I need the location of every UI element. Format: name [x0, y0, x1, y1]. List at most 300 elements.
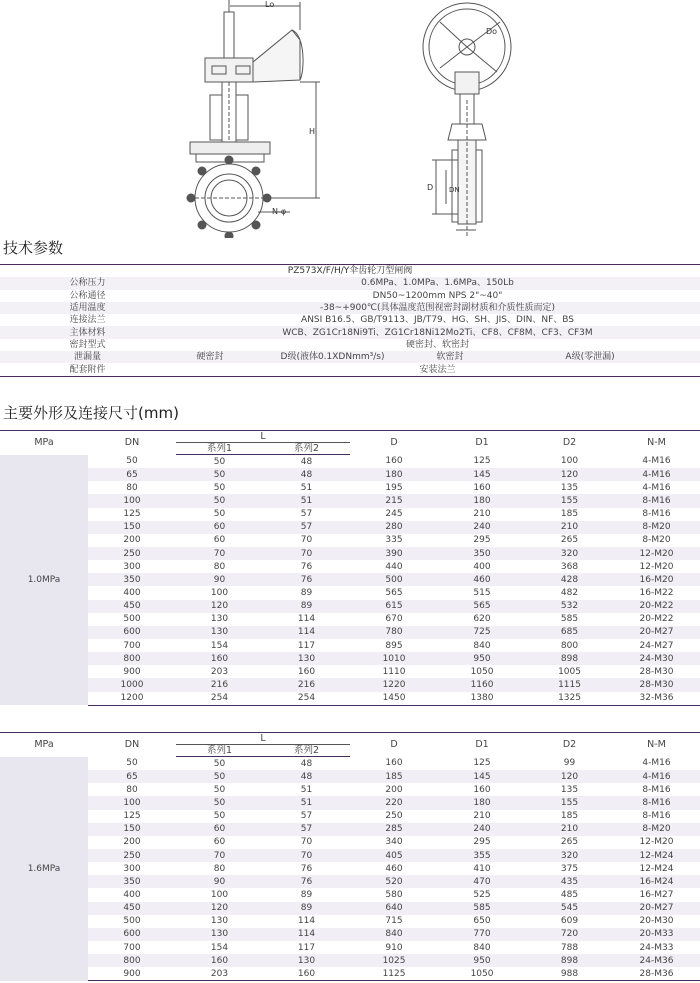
table-cell: 435	[526, 875, 613, 888]
label-n-phi: N-φ	[272, 207, 287, 216]
table-cell: 89	[263, 902, 350, 915]
table-row	[0, 849, 700, 862]
spec-value: ANSI B16.5、GB/T9113、JB/T79、HG、SH、JIS、DIN、NF、BS	[301, 315, 574, 326]
header-d1: D1	[438, 431, 526, 455]
table-cell: 525	[473, 889, 491, 900]
table-cell: 788	[560, 942, 579, 953]
header-series2: 系列2	[263, 443, 350, 455]
table-cell: 100	[88, 494, 176, 507]
table-cell: 988	[526, 967, 613, 981]
table-cell: 125	[123, 509, 141, 520]
table-row	[0, 770, 700, 783]
table-row	[0, 626, 700, 639]
table-cell: 50	[213, 456, 226, 467]
table-row	[0, 967, 700, 981]
table-cell: 8-M20	[642, 535, 671, 546]
table-cell: 1110	[382, 666, 406, 677]
table-cell: 485	[560, 889, 579, 900]
spec-table	[0, 264, 700, 377]
table-cell: 80	[126, 482, 138, 493]
header-dn: DN	[88, 733, 176, 757]
table-cell: 460	[438, 573, 526, 586]
table-cell: 48	[263, 468, 350, 481]
header-mpa: MPa	[0, 733, 88, 757]
table-row	[0, 915, 700, 928]
table-cell: 895	[385, 640, 403, 651]
table-row	[0, 796, 700, 809]
leak-soft-value: A级(零泄漏)	[480, 351, 700, 363]
table-cell: 12-M20	[639, 561, 674, 572]
table-cell: 57	[300, 509, 313, 520]
table-row	[0, 560, 700, 573]
table-cell: 1325	[526, 692, 613, 706]
label-d: D	[427, 183, 434, 192]
table-cell: 220	[350, 796, 438, 809]
table-cell: 898	[526, 652, 613, 665]
table-cell: 70	[263, 849, 350, 862]
table-cell: 216	[176, 678, 263, 691]
table-cell: 1025	[350, 954, 438, 967]
table-cell: 482	[560, 587, 579, 598]
table-cell: 800	[88, 954, 176, 967]
table-cell: 89	[263, 600, 350, 613]
spec-row	[0, 290, 700, 302]
table-cell: 51	[300, 482, 313, 493]
table-row	[0, 586, 700, 599]
table-cell: 150	[88, 823, 176, 836]
table-cell: 90	[176, 573, 263, 586]
table-cell: 120	[526, 468, 613, 481]
table-cell: 50	[176, 770, 263, 783]
table-cell: 154	[210, 942, 229, 953]
table-cell: 120	[526, 770, 613, 783]
table-cell: 532	[526, 600, 613, 613]
leak-hard-label: 硬密封	[175, 351, 245, 363]
table-cell: 70	[263, 547, 350, 560]
table-cell: 76	[263, 875, 350, 888]
label-lo: Lo	[265, 0, 275, 9]
table-cell: 470	[438, 875, 526, 888]
table-cell: 1450	[350, 692, 438, 706]
table-cell: 1115	[526, 678, 613, 691]
table-cell: 1125	[350, 967, 438, 981]
table-cell: 24-M30	[613, 652, 700, 665]
table-cell: 210	[526, 521, 613, 534]
table-cell: 117	[297, 942, 316, 953]
label-do: Do	[486, 27, 498, 36]
table-row	[0, 521, 700, 534]
table-row	[0, 757, 700, 771]
table-cell: 130	[263, 652, 350, 665]
header-row	[0, 733, 700, 745]
table-cell: 125	[473, 758, 491, 769]
table-cell: 368	[560, 561, 579, 572]
table-cell: 520	[350, 875, 438, 888]
table-row	[0, 836, 700, 849]
table-cell: 130	[210, 614, 229, 625]
table-cell: 898	[526, 954, 613, 967]
table-cell: 585	[560, 614, 579, 625]
table-row	[0, 941, 700, 954]
table-cell: 840	[473, 942, 491, 953]
table-cell: 50	[126, 456, 138, 467]
table-cell: 200	[123, 535, 141, 546]
table-cell: 145	[438, 468, 526, 481]
table-cell: 840	[350, 928, 438, 941]
table-cell: 51	[263, 494, 350, 507]
table-cell: 1200	[88, 692, 176, 706]
table-cell: 130	[176, 928, 263, 941]
table-row	[0, 862, 700, 875]
table-cell: 700	[123, 640, 141, 651]
table-row	[0, 902, 700, 915]
table-cell: 70	[176, 849, 263, 862]
table-cell: 400	[123, 587, 141, 598]
spec-row	[0, 302, 700, 314]
table-cell: 250	[88, 849, 176, 862]
table-cell: 565	[438, 600, 526, 613]
table-cell: 24-M36	[613, 954, 700, 967]
table-row	[0, 600, 700, 613]
spec-row	[0, 314, 700, 326]
table-cell: 670	[385, 614, 403, 625]
table-cell: 4-M16	[642, 758, 671, 769]
table-cell: 500	[123, 614, 141, 625]
table-cell: 685	[526, 626, 613, 639]
table-cell: 715	[385, 916, 403, 927]
header-mpa: MPa	[0, 431, 88, 455]
table-row	[0, 547, 700, 560]
spec-value: -38~+900℃(具体温度范围视密封副材质和介质性质而定)	[175, 302, 700, 314]
table-cell: 51	[263, 796, 350, 809]
table-cell: 770	[438, 928, 526, 941]
table-cell: 254	[263, 692, 350, 706]
table-cell: 585	[438, 902, 526, 915]
table-cell: 195	[385, 482, 403, 493]
header-nm: N-M	[613, 733, 700, 757]
spec-value: DN50~1200mm NPS 2"~40"	[372, 290, 503, 301]
table-row	[0, 652, 700, 665]
table-cell: 24-M27	[639, 640, 674, 651]
table-cell: 900	[123, 666, 141, 677]
table-cell: 70	[300, 837, 313, 848]
table-cell: 20-M30	[639, 916, 674, 927]
table-cell: 150	[88, 521, 176, 534]
spec-label: 密封型式	[69, 339, 106, 350]
table-cell: 130	[263, 954, 350, 967]
table-row	[0, 810, 700, 823]
table-cell: 180	[438, 796, 526, 809]
table-row	[0, 613, 700, 626]
table-cell: 16-M22	[639, 587, 674, 598]
table-cell: 50	[176, 494, 263, 507]
spec-value: 0.6MPa、1.0MPa、1.6MPa、150Lb	[175, 277, 700, 289]
table-cell: 51	[300, 784, 313, 795]
side-view	[423, 3, 511, 238]
table-cell: 400	[473, 561, 491, 572]
table-cell: 450	[88, 902, 176, 915]
table-cell: 8-M16	[642, 811, 671, 822]
spec-row-leak	[0, 351, 700, 363]
table-cell: 76	[300, 863, 313, 874]
header-d: D	[350, 733, 438, 757]
table-cell: 154	[210, 640, 229, 651]
table-cell: 32-M36	[613, 692, 700, 706]
table-row	[0, 954, 700, 967]
table-cell: 780	[350, 626, 438, 639]
header-d2: D2	[526, 431, 613, 455]
table-cell: 80	[213, 561, 226, 572]
table-cell: 125	[123, 811, 141, 822]
table-row	[0, 534, 700, 547]
table-row	[0, 888, 700, 901]
table-row	[0, 665, 700, 678]
table-cell: 245	[385, 509, 403, 520]
table-cell: 600	[88, 626, 176, 639]
table-cell: 650	[473, 916, 491, 927]
table-cell: 135	[560, 784, 579, 795]
table-cell: 200	[385, 784, 403, 795]
table-cell: 295	[473, 535, 491, 546]
table-cell: 8-M16	[642, 509, 671, 520]
table-cell: 285	[350, 823, 438, 836]
header-l: L	[176, 431, 350, 443]
spec-label: 公称压力	[0, 277, 175, 289]
table-cell: 100	[210, 587, 229, 598]
table-cell: 600	[88, 928, 176, 941]
table-cell: 320	[526, 547, 613, 560]
table-cell: 800	[88, 652, 176, 665]
table-cell: 120	[176, 902, 263, 915]
table-cell: 60	[213, 535, 226, 546]
table-cell: 117	[297, 640, 316, 651]
header-row	[0, 431, 700, 443]
table-cell: 50	[213, 811, 226, 822]
table-cell: 950	[438, 652, 526, 665]
table-cell: 130	[176, 626, 263, 639]
table-cell: 4-M16	[613, 770, 700, 783]
label-h: H	[309, 127, 316, 136]
table-cell: 57	[300, 811, 313, 822]
table-cell: 100	[88, 796, 176, 809]
table-cell: 130	[210, 916, 229, 927]
table-cell: 300	[123, 863, 141, 874]
header-d1: D1	[438, 733, 526, 757]
spec-title: PZ573X/F/H/Y伞齿轮刀型闸阀	[0, 265, 700, 278]
table-cell: 8-M16	[642, 784, 671, 795]
spec-value: 安装法兰	[175, 363, 700, 376]
table-cell: 99	[563, 758, 576, 769]
table-cell: 1000	[88, 678, 176, 691]
table-cell: 254	[176, 692, 263, 706]
table-row	[0, 508, 700, 521]
pressure-class: 1.6MPa	[0, 757, 88, 981]
table-cell: 700	[123, 942, 141, 953]
table-cell: 80	[213, 863, 226, 874]
spec-row	[0, 277, 700, 289]
table-cell: 114	[297, 614, 316, 625]
table-cell: 1010	[350, 652, 438, 665]
table-cell: 440	[385, 561, 403, 572]
table-cell: 160	[473, 784, 491, 795]
table-cell: 4-M16	[613, 468, 700, 481]
table-row	[0, 639, 700, 652]
table-cell: 515	[473, 587, 491, 598]
table-cell: 114	[297, 916, 316, 927]
table-cell: 720	[526, 928, 613, 941]
table-cell: 800	[560, 640, 579, 651]
table-cell: 12-M24	[613, 849, 700, 862]
table-cell: 180	[438, 494, 526, 507]
spec-label: 公称通径	[69, 290, 106, 301]
table-cell: 48	[263, 770, 350, 783]
table-cell: 500	[350, 573, 438, 586]
table-cell: 350	[438, 547, 526, 560]
table-cell: 428	[526, 573, 613, 586]
table-cell: 60	[176, 521, 263, 534]
table-cell: 210	[473, 509, 491, 520]
table-cell: 1050	[438, 967, 526, 981]
header-series1: 系列1	[176, 745, 263, 757]
table-cell: 50	[213, 784, 226, 795]
table-row	[0, 573, 700, 586]
table-cell: 300	[123, 561, 141, 572]
table-cell: 295	[473, 837, 491, 848]
table-cell: 100	[560, 456, 579, 467]
table-cell: 335	[385, 535, 403, 546]
table-cell: 185	[560, 811, 579, 822]
table-cell: 160	[297, 666, 316, 677]
table-cell: 609	[560, 916, 579, 927]
table-cell: 145	[438, 770, 526, 783]
table-cell: 20-M27	[613, 902, 700, 915]
table-cell: 8-M16	[613, 796, 700, 809]
header-dn: DN	[88, 431, 176, 455]
table-cell: 1380	[438, 692, 526, 706]
table-cell: 16-M24	[613, 875, 700, 888]
table-cell: 580	[385, 889, 403, 900]
table-cell: 1160	[438, 678, 526, 691]
spec-label: 适用温度	[0, 302, 175, 314]
table-cell: 89	[300, 889, 313, 900]
table-cell: 216	[263, 678, 350, 691]
table-cell: 203	[210, 666, 229, 677]
table-cell: 20-M27	[613, 626, 700, 639]
spec-label: 泄漏量	[0, 351, 175, 363]
pressure-class: 1.0MPa	[0, 455, 88, 706]
table-cell: 24-M33	[639, 942, 674, 953]
dimension-table-2	[0, 732, 700, 981]
table-cell: 8-M20	[613, 823, 700, 836]
table-cell: 114	[263, 928, 350, 941]
table-cell: 460	[385, 863, 403, 874]
table-cell: 350	[88, 875, 176, 888]
table-row	[0, 455, 700, 469]
table-cell: 160	[176, 954, 263, 967]
table-cell: 60	[176, 823, 263, 836]
table-cell: 250	[88, 547, 176, 560]
table-cell: 160	[263, 967, 350, 981]
spec-label: 连接法兰	[69, 315, 106, 326]
table-cell: 12-M20	[639, 837, 674, 848]
table-cell: 265	[560, 837, 579, 848]
table-cell: 16-M27	[639, 889, 674, 900]
table-row	[0, 692, 700, 706]
table-row	[0, 481, 700, 494]
table-cell: 12-M20	[613, 547, 700, 560]
table-cell: 4-M16	[642, 456, 671, 467]
table-cell: 265	[560, 535, 579, 546]
table-cell: 215	[350, 494, 438, 507]
table-cell: 57	[263, 823, 350, 836]
table-cell: 900	[88, 967, 176, 981]
header-series2: 系列2	[263, 745, 350, 757]
table-cell: 1220	[350, 678, 438, 691]
table-cell: 450	[88, 600, 176, 613]
table-cell: 12-M24	[639, 863, 674, 874]
table-cell: 16-M20	[613, 573, 700, 586]
table-cell: 20-M33	[613, 928, 700, 941]
spec-label: 配套附件	[0, 363, 175, 376]
table-row	[0, 494, 700, 507]
table-cell: 160	[385, 456, 403, 467]
spec-label: 主体材料	[0, 326, 175, 338]
leak-soft-label: 软密封	[420, 351, 480, 363]
table-cell: 390	[350, 547, 438, 560]
table-cell: 185	[350, 770, 438, 783]
dimension-table-1	[0, 430, 700, 706]
table-cell: 155	[526, 494, 613, 507]
spec-title-row	[0, 265, 700, 278]
table-row	[0, 823, 700, 836]
header-d2: D2	[526, 733, 613, 757]
table-cell: 50	[213, 482, 226, 493]
table-cell: 76	[300, 561, 313, 572]
table-cell: 375	[560, 863, 579, 874]
table-cell: 48	[300, 456, 313, 467]
table-cell: 1005	[558, 666, 581, 677]
table-cell: 545	[526, 902, 613, 915]
table-cell: 620	[473, 614, 491, 625]
table-cell: 180	[350, 468, 438, 481]
table-cell: 20-M22	[639, 614, 674, 625]
table-cell: 240	[438, 823, 526, 836]
table-cell: 910	[385, 942, 403, 953]
table-cell: 410	[473, 863, 491, 874]
section-title-tech-params: 技术参数	[3, 239, 64, 257]
table-cell: 950	[438, 954, 526, 967]
table-cell: 155	[526, 796, 613, 809]
table-cell: 615	[350, 600, 438, 613]
header-d: D	[350, 431, 438, 455]
table-row	[0, 783, 700, 796]
table-cell: 280	[350, 521, 438, 534]
table-cell: 725	[438, 626, 526, 639]
table-row	[0, 678, 700, 691]
table-cell: 89	[300, 587, 313, 598]
label-dn: DN	[449, 186, 460, 194]
section-title-dimensions: 主要外形及连接尺寸(mm)	[3, 404, 179, 422]
table-cell: 200	[123, 837, 141, 848]
header-l: L	[176, 733, 350, 745]
table-row	[0, 928, 700, 941]
spec-value: 硬密封、软密封	[406, 339, 470, 350]
table-cell: 120	[176, 600, 263, 613]
front-view	[187, 0, 320, 238]
table-cell: 28-M30	[639, 666, 674, 677]
table-cell: 90	[176, 875, 263, 888]
table-cell: 57	[263, 521, 350, 534]
